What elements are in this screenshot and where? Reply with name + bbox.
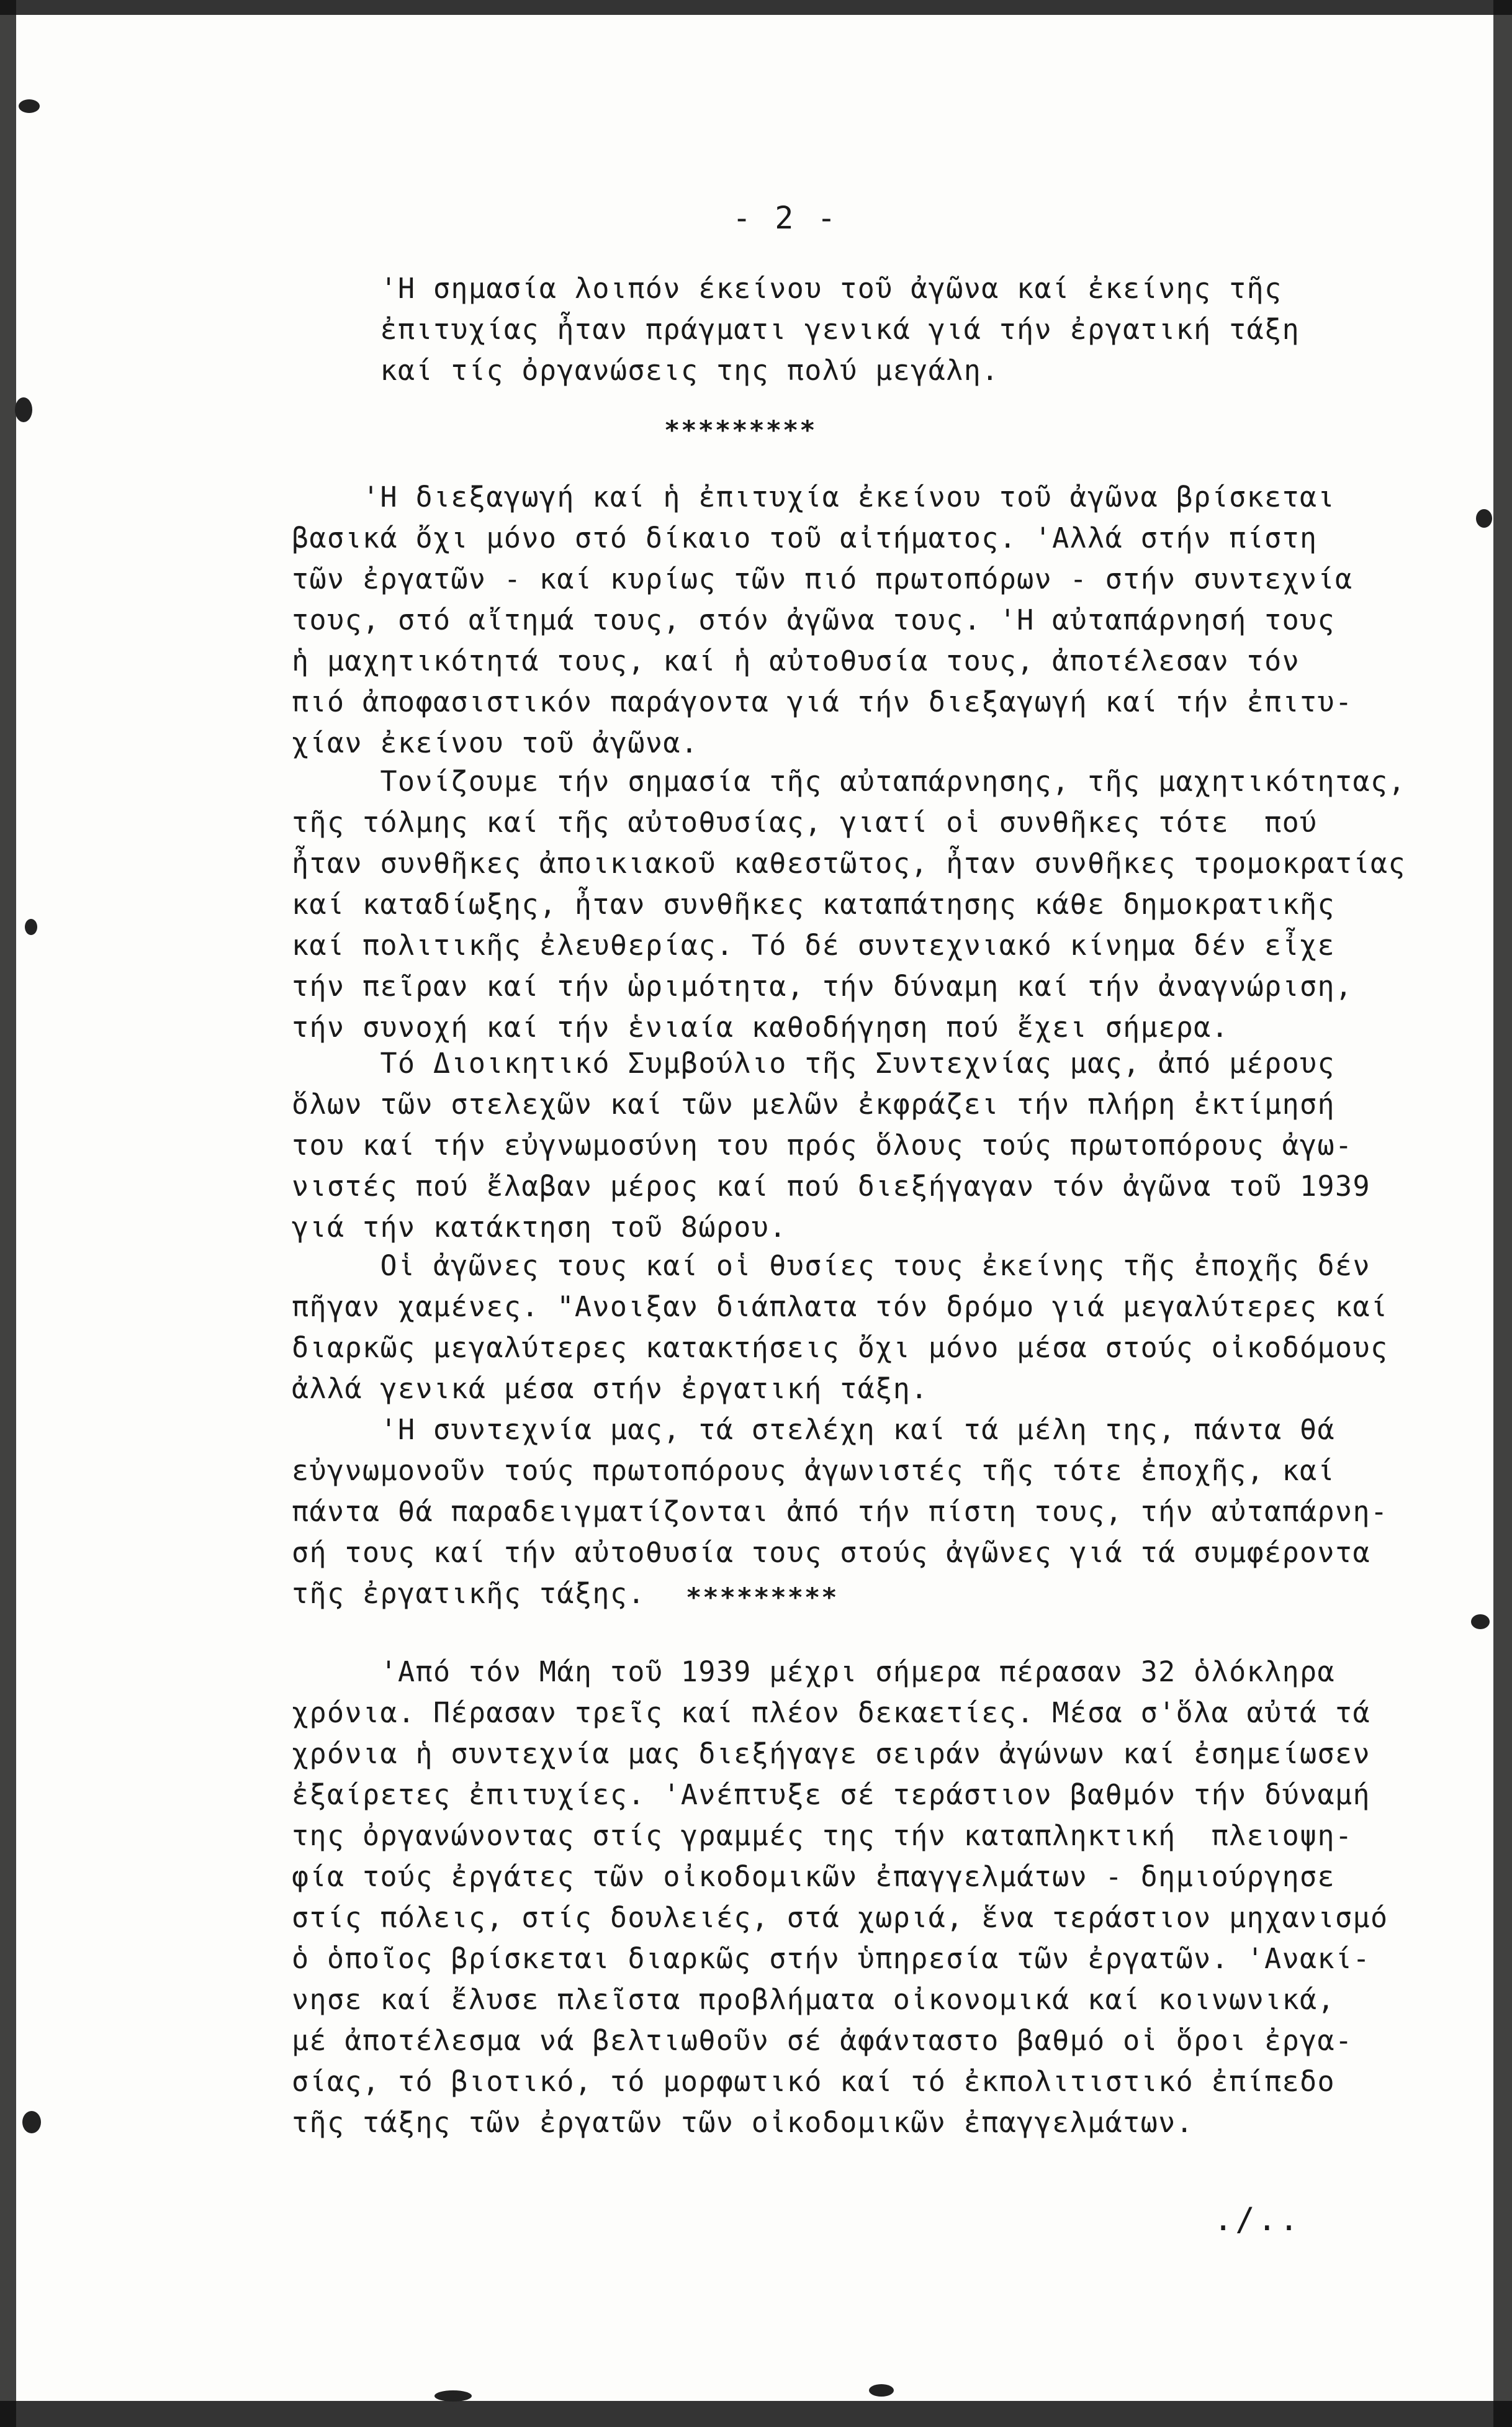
text-line: τῆς ἐργατικῆς τάξης. <box>292 1577 646 1610</box>
paragraph-7 <box>292 1652 1490 2143</box>
continuation-mark: ./.. <box>1213 2201 1302 2238</box>
scan-speckle <box>434 2390 472 2402</box>
scan-speckle <box>22 2111 41 2133</box>
text-line: νιστές πού ἔλαβαν μέρος καί πού διεξήγαγαν τόν ἀγῶνα τοῦ 1939 <box>292 1170 1371 1203</box>
scan-speckle <box>1471 1614 1490 1629</box>
text-line: γιά τήν κατάκτηση τοῦ 8ώρου. <box>292 1211 787 1244</box>
text-line: ἐξαίρετες ἐπιτυχίες. 'Ανέπτυξε σέ τεράστιον βαθμόν τήν δύναμή <box>292 1778 1371 1811</box>
text-line: Τονίζουμε τήν σημασία τῆς αὐταπάρνησης, τῆς μαχητικότητας, <box>292 765 1406 798</box>
bottom-edge-shadow <box>0 2401 1512 2427</box>
text-line: πάντα θά παραδειγματίζονται ἀπό τήν πίστη τους, τήν αὐταπάρνη- <box>292 1495 1388 1528</box>
text-line: τῆς τόλμης καί τῆς αὐτοθυσίας, γιατί οἱ συνθῆκες τότε πού <box>292 806 1318 839</box>
paragraph-3 <box>292 761 1490 1048</box>
text-line: νησε καί ἔλυσε πλεῖστα προβλήματα οἰκονομικά καί κοινωνικά, <box>292 1983 1336 2016</box>
text-line: ἡ μαχητικότητά τους, καί ἡ αὐτοθυσία τους, ἀποτέλεσαν τόν <box>292 644 1300 677</box>
text-line: τους, στό αἴτημά τους, στόν ἀγῶνα τους. 'Η αὐταπάρνησή τους <box>292 603 1336 636</box>
text-line: σή τους καί τήν αὐτοθυσία τους στούς ἀγῶνες γιά τά συμφέροντα <box>292 1536 1371 1569</box>
section-separator: ********* <box>664 415 817 445</box>
paragraph-2 <box>292 477 1490 764</box>
paragraph-5 <box>292 1245 1490 1409</box>
text-line: ἦταν συνθῆκες ἀποικιακοῦ καθεστῶτος, ἦταν συνθῆκες τρομοκρατίας <box>292 847 1406 880</box>
text-line: χρόνια ἡ συντεχνία μας διεξήγαγε σειράν ἀγώνων καί ἐσημείωσεν <box>292 1737 1371 1770</box>
section-separator: ********* <box>686 1582 839 1612</box>
text-line: ἐπιτυχίας ἦταν πράγματι γενικά γιά τήν ἐργατική τάξη <box>292 313 1300 346</box>
text-line: φία τούς ἐργάτες τῶν οἰκοδομικῶν ἐπαγγελμάτων - δημιούργησε <box>292 1860 1336 1893</box>
paragraph-1 <box>292 268 1490 391</box>
text-line: της ὀργανώνοντας στίς γραμμές της τήν καταπληκτική πλειοψη- <box>292 1819 1353 1852</box>
text-line: του καί τήν εὐγνωμοσύνη του πρός ὅλους τούς πρωτοπόρους ἀγω- <box>292 1129 1353 1162</box>
right-edge-shadow <box>1493 0 1512 2427</box>
text-line: διαρκῶς μεγαλύτερες κατακτήσεις ὄχι μόνο μέσα στούς οἰκοδόμους <box>292 1331 1388 1364</box>
page-number: - 2 - <box>732 200 839 236</box>
text-line: πῆγαν χαμένες. "Ανοιξαν διάπλατα τόν δρόμο γιά μεγαλύτερες καί <box>292 1290 1388 1323</box>
scan-speckle <box>15 397 32 422</box>
text-line: χίαν ἐκείνου τοῦ ἀγῶνα. <box>292 726 699 759</box>
text-line: χρόνια. Πέρασαν τρεῖς καί πλέον δεκαετίες. Μέσα σ'ὅλα αὐτά τά <box>292 1696 1371 1729</box>
paragraph-4 <box>292 1043 1490 1248</box>
text-line: 'Η διεξαγωγή καί ἡ ἐπιτυχία ἐκείνου τοῦ ἀγῶνα βρίσκεται <box>292 481 1336 513</box>
text-line: εὐγνωμονοῦν τούς πρωτοπόρους ἀγωνιστές τῆς τότε ἐποχῆς, καί <box>292 1454 1336 1487</box>
text-line: καί πολιτικῆς ἐλευθερίας. Τό δέ συντεχνιακό κίνημα δέν εἶχε <box>292 929 1336 962</box>
text-line: τῶν ἐργατῶν - καί κυρίως τῶν πιό πρωτοπόρων - στήν συντεχνία <box>292 563 1353 595</box>
top-edge-shadow <box>0 0 1512 15</box>
text-line: ὅλων τῶν στελεχῶν καί τῶν μελῶν ἐκφράζει τήν πλήρη ἐκτίμησή <box>292 1088 1336 1121</box>
text-line: στίς πόλεις, στίς δουλειές, στά χωριά, ἕνα τεράστιον μηχανισμό <box>292 1901 1388 1934</box>
scan-speckle <box>19 99 40 113</box>
text-line: 'Από τόν Μάη τοῦ 1939 μέχρι σήμερα πέρασαν 32 ὁλόκληρα <box>292 1655 1336 1688</box>
text-line: 'Η σημασία λοιπόν έκείνου τοῦ ἀγῶνα καί ἐκείνης τῆς <box>292 272 1282 305</box>
text-line: τήν συνοχή καί τήν ἑνιαία καθοδήγηση πού ἔχει σήμερα. <box>292 1011 1230 1044</box>
text-line: καί καταδίωξης, ἦταν συνθῆκες καταπάτησης κάθε δημοκρατικῆς <box>292 888 1336 921</box>
text-line: καί τίς ὀργανώσεις της πολύ μεγάλη. <box>292 354 999 387</box>
text-line: ἀλλά γενικά μέσα στήν ἐργατική τάξη. <box>292 1372 929 1405</box>
text-line: Οἱ ἀγῶνες τους καί οἱ θυσίες τους ἐκείνης τῆς ἐποχῆς δέν <box>292 1249 1371 1282</box>
text-line: Τό Διοικητικό Συμβούλιο τῆς Συντεχνίας μας, ἀπό μέρους <box>292 1047 1336 1080</box>
text-line: τῆς τάξης τῶν ἐργατῶν τῶν οἰκοδομικῶν ἐπαγγελμάτων. <box>292 2106 1194 2139</box>
scan-speckle <box>25 919 37 935</box>
text-line: 'Η συντεχνία μας, τά στελέχη καί τά μέλη της, πάντα θά <box>292 1413 1336 1446</box>
text-line: βασικά ὄχι μόνο στό δίκαιο τοῦ αἰτήματος. 'Αλλά στήν πίστη <box>292 522 1318 554</box>
text-line: σίας, τό βιοτικό, τό μορφωτικό καί τό ἐκπολιτιστικό ἐπίπεδο <box>292 2065 1336 2098</box>
text-line: ὁ ὁποῖος βρίσκεται διαρκῶς στήν ὑπηρεσία τῶν ἐργατῶν. 'Ανακί- <box>292 1942 1371 1975</box>
left-edge-shadow <box>0 0 16 2427</box>
scan-speckle <box>869 2384 894 2397</box>
text-line: πιό ἀποφασιστικόν παράγοντα γιά τήν διεξαγωγή καί τήν ἐπιτυ- <box>292 685 1353 718</box>
text-line: μέ ἀποτέλεσμα νά βελτιωθοῦν σέ ἀφάνταστο βαθμό οἱ ὅροι ἐργα- <box>292 2024 1353 2057</box>
paragraph-6 <box>292 1409 1490 1614</box>
text-line: τήν πεῖραν καί τήν ὡριμότητα, τήν δύναμη καί τήν ἀναγνώριση, <box>292 970 1353 1003</box>
